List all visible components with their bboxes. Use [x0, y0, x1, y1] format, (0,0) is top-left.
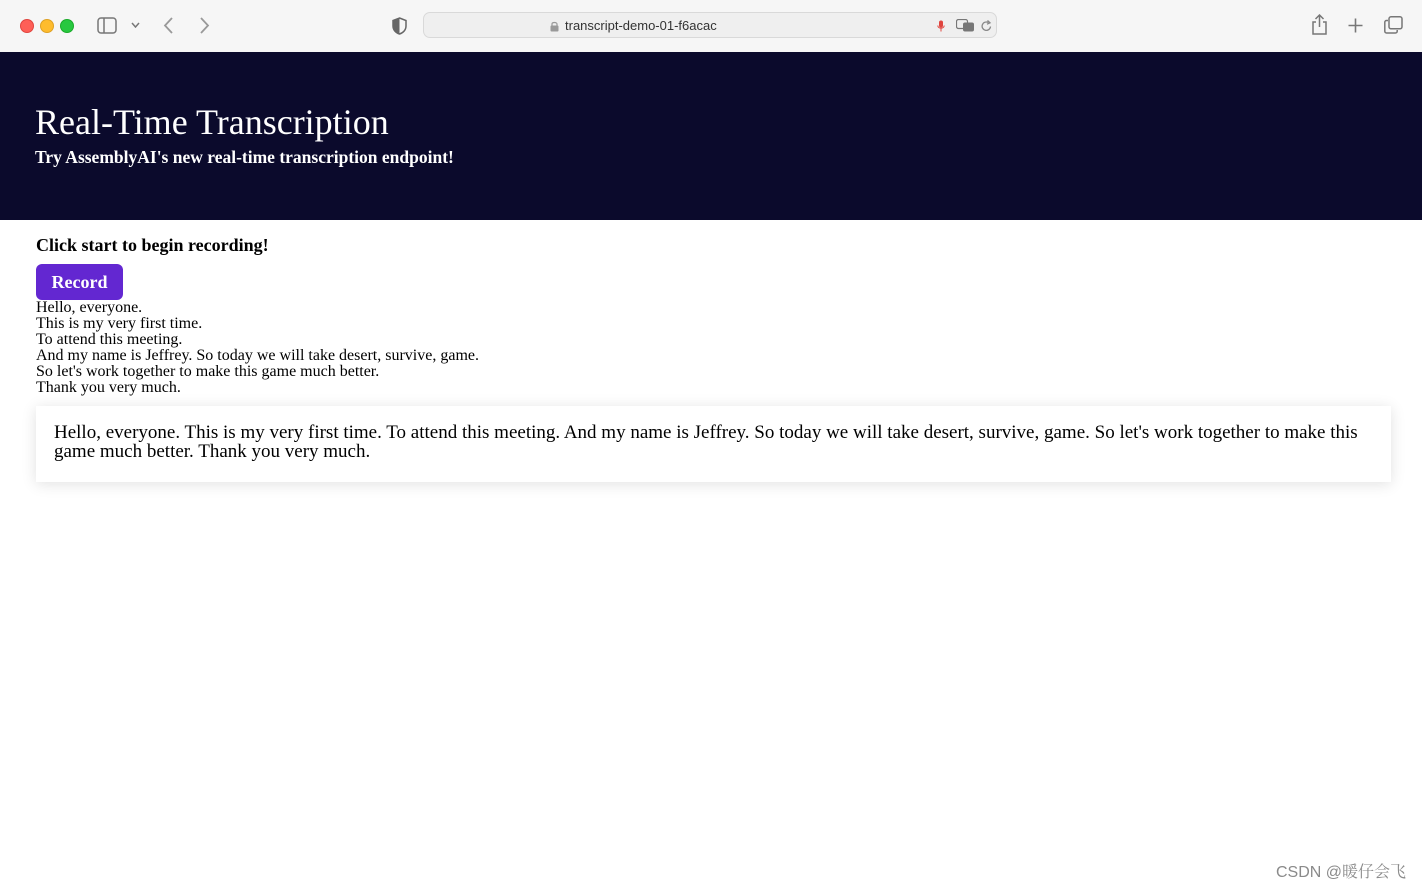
reload-icon[interactable] — [981, 20, 992, 32]
watermark: CSDN @暖仔会飞 — [1275, 864, 1406, 881]
transcript-line: Hello, everyone. — [36, 299, 143, 316]
address-bar[interactable] — [423, 12, 997, 38]
record-button[interactable]: Record — [36, 264, 123, 300]
url-text: transcript-demo-01-f6acac — [565, 18, 717, 33]
translate-icon[interactable] — [956, 19, 975, 32]
live-transcript-lines — [36, 300, 479, 396]
transcript-line: So let's work together to make this game much better. — [36, 363, 380, 380]
microphone-icon[interactable] — [937, 20, 945, 32]
maximize-window-button[interactable] — [60, 19, 74, 33]
privacy-shield-icon[interactable] — [392, 17, 407, 35]
transcript-line: This is my very first time. — [36, 315, 203, 332]
page-subtitle: Try AssemblyAI's new real-time transcription endpoint! — [35, 147, 454, 167]
chevron-down-icon[interactable] — [131, 22, 140, 28]
full-transcript-text: Hello, everyone. This is my very first time. To attend this meeting. And my name is Jeffrey. So today we will take desert, survive, game. So let's work together to make this game much better. Thank you very much. — [54, 422, 1358, 462]
back-icon[interactable] — [163, 17, 174, 34]
transcript-line: And my name is Jeffrey. So today we will take desert, survive, game. — [36, 347, 479, 364]
full-transcript-card — [36, 406, 1391, 482]
close-window-button[interactable] — [20, 19, 34, 33]
sidebar-toggle-icon[interactable] — [97, 17, 117, 34]
new-tab-icon[interactable] — [1348, 18, 1363, 33]
page-header — [0, 52, 1422, 220]
forward-icon[interactable] — [199, 17, 210, 34]
transcript-line: To attend this meeting. — [36, 331, 183, 348]
browser-toolbar — [0, 0, 1422, 53]
lock-icon — [550, 21, 559, 32]
tab-overview-icon[interactable] — [1384, 16, 1403, 34]
share-icon[interactable] — [1311, 14, 1328, 35]
page-title: Real-Time Transcription — [35, 102, 389, 142]
minimize-window-button[interactable] — [40, 19, 54, 33]
recording-instruction: Click start to begin recording! — [36, 235, 269, 255]
transcript-line: Thank you very much. — [36, 379, 181, 396]
